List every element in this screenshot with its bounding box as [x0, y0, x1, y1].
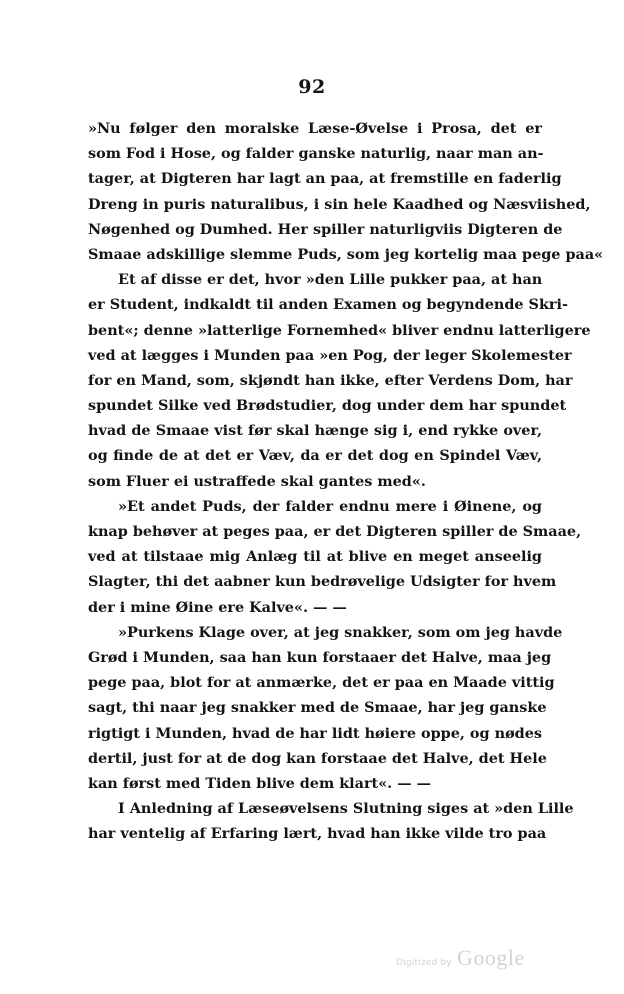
text-line: og finde de at det er Væv, da er det dog en Spindel Væv, [88, 447, 542, 465]
text-line: rigtigt i Munden, hvad de har lidt høiere oppe, og nødes [88, 724, 542, 742]
text-line: »Et andet Puds, der falder endnu mere i Øinene, og [118, 497, 542, 515]
text-line: ved at lægges i Munden paa »en Pog, der leger Skolemester [88, 346, 572, 364]
text-body [88, 116, 604, 846]
text-line: pege paa, blot for at anmærke, det er paa en Maade vittig [88, 674, 555, 692]
text-line: »Purkens Klage over, at jeg snakker, som om jeg havde [118, 623, 563, 641]
text-line: har ventelig af Erfaring lært, hvad han ikke vilde tro paa [88, 825, 547, 843]
text-line: Et af disse er det, hvor »den Lille pukker paa, at han [118, 271, 543, 289]
text-line: Smaae adskillige slemme Puds, som jeg kortelig maa pege paa« [88, 245, 604, 263]
text-line: spundet Silke ved Brødstudier, dog under dem har spundet [88, 397, 567, 415]
text-line: Slagter, thi det aabner kun bedrøvelige Udsigter for hvem [88, 573, 557, 591]
text-line: kan først med Tiden blive dem klart«. — — [88, 774, 431, 792]
text-line: som Fod i Hose, og falder ganske naturlig, naar man an- [88, 145, 544, 163]
text-line: »Nu følger den moralske Læse-Øvelse i Prosa, det er [88, 120, 542, 137]
text-line: for en Mand, som, skjøndt han ikke, efter Verdens Dom, har [88, 371, 573, 389]
google-logo: Google [457, 945, 525, 970]
text-line: Grød i Munden, saa han kun forstaaer det Halve, maa jeg [88, 648, 552, 666]
text-line: Nøgenhed og Dumhed. Her spiller naturligviis Digteren de [88, 220, 563, 238]
text-line: ved at tilstaae mig Anlæg til at blive en meget anseelig [88, 548, 542, 566]
text-line: Dreng in puris naturalibus, i sin hele Kaadhed og Næsviished, [88, 195, 591, 213]
text-line: er Student, indkaldt til anden Examen og begyndende Skri- [88, 296, 568, 314]
text-line: dertil, just for at de dog kan forstaae det Halve, det Hele [88, 749, 547, 767]
text-line: tager, at Digteren har lagt an paa, at fremstille en faderlig [88, 170, 562, 188]
text-line: som Fluer ei ustraffede skal gantes med«. [88, 472, 426, 490]
text-line: sagt, thi naar jeg snakker med de Smaae, har jeg ganske [88, 699, 547, 717]
text-line: I Anledning af Læseøvelsens Slutning siges at »den Lille [118, 800, 574, 818]
text-line: hvad de Smaae vist før skal hænge sig i, end rykke over, [88, 422, 542, 440]
text-line: bent«; denne »latterlige Fornemhed« bliver endnu latterligere [88, 321, 591, 339]
watermark-prefix: Digitized by [396, 958, 452, 968]
page-number: 92 [298, 76, 326, 98]
text-line: der i mine Øine ere Kalve«. — — [88, 598, 347, 616]
digitized-watermark [396, 945, 525, 971]
text-line: knap behøver at peges paa, er det Digteren spiller de Smaae, [88, 523, 582, 540]
